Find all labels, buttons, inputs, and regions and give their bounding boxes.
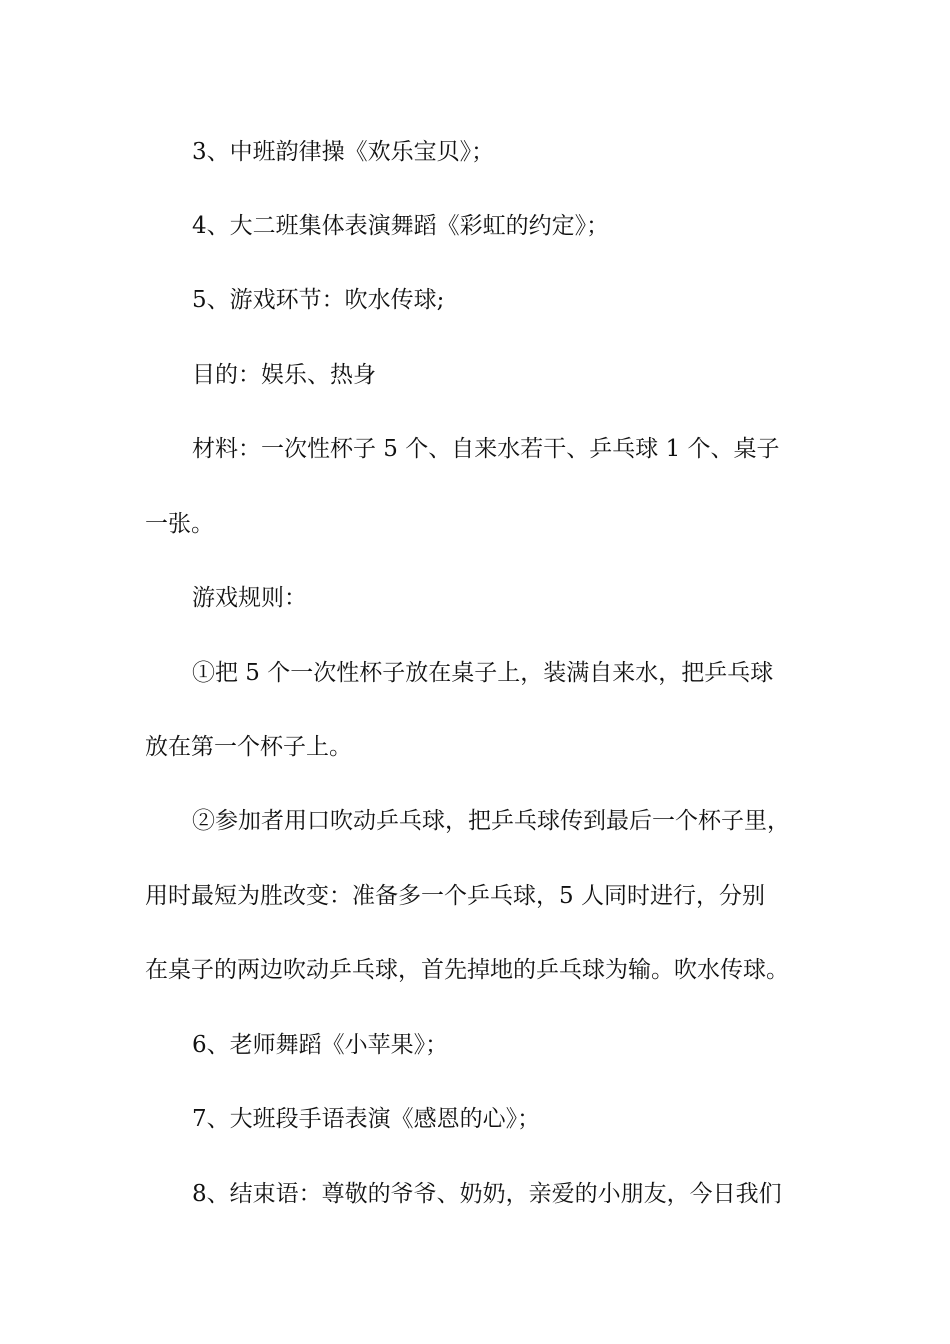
program-item-6: 6、老师舞蹈《小苹果》； [192, 1032, 449, 1058]
program-item-3: 3、中班韵律操《欢乐宝贝》； [192, 139, 495, 165]
program-item-5: 5、游戏环节：吹水传球; [192, 287, 445, 313]
program-item-7: 7、大班段手语表演《感恩的心》； [192, 1106, 541, 1132]
game-rule-1: ①把 5 个一次性杯子放在桌子上，装满自来水，把乒乓球 [192, 660, 774, 686]
program-item-8: 8、结束语：尊敬的爷爷、奶奶，亲爱的小朋友，今日我们 [192, 1181, 782, 1207]
game-rule-1-cont: 放在第一个杯子上。 [145, 734, 352, 760]
game-materials: 材料：一次性杯子 5 个、自来水若干、乒乓球 1 个、桌子 [192, 436, 780, 462]
game-purpose: 目的：娱乐、热身 [192, 362, 376, 388]
game-materials-cont: 一张。 [145, 511, 214, 537]
program-item-4: 4、大二班集体表演舞蹈《彩虹的约定》； [192, 213, 610, 239]
game-rule-2: ②参加者用口吹动乒乓球，把乒乓球传到最后一个杯子里， [192, 808, 790, 834]
game-rule-2-cont2: 在桌子的两边吹动乒乓球，首先掉地的乒乓球为输。吹水传球。 [145, 957, 789, 983]
game-rule-2-cont: 用时最短为胜改变：准备多一个乒乓球，5 人同时进行，分别 [145, 883, 765, 909]
game-rules-heading: 游戏规则： [192, 585, 307, 611]
